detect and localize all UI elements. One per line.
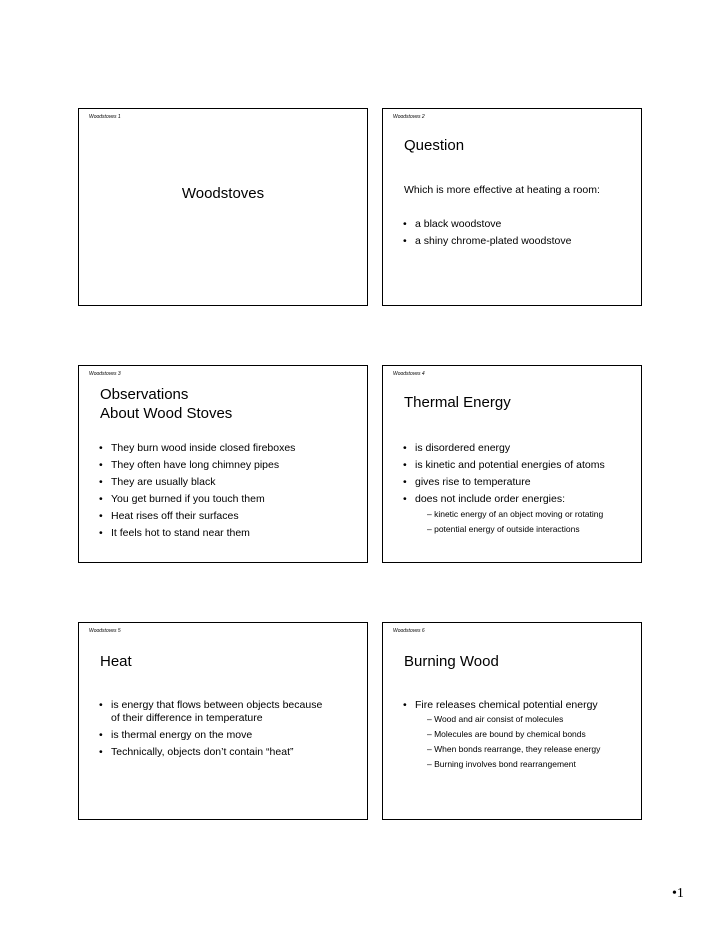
slide-title: Burning Wood xyxy=(404,653,499,670)
bullet-item xyxy=(403,699,600,770)
slide-title: Woodstoves xyxy=(181,185,265,202)
slide-6 xyxy=(382,622,642,820)
sub-bullet-list xyxy=(415,714,600,770)
sub-bullet-item: – potential energy of outside interactions xyxy=(427,524,580,534)
slide-4 xyxy=(382,365,642,563)
slide-title xyxy=(100,385,232,423)
bullet-list xyxy=(403,442,605,539)
bullet-item: • Heat rises off their surfaces xyxy=(99,510,295,523)
bullet-list xyxy=(99,442,295,544)
slide-label: Woodstoves 1 xyxy=(89,114,121,120)
bullet-item xyxy=(403,493,605,535)
bullet-text: does not include order energies: xyxy=(415,493,566,505)
bullet-item: • a black woodstove xyxy=(403,218,571,231)
bullet-item: • It feels hot to stand near them xyxy=(99,527,295,540)
slide-label: Woodstoves 2 xyxy=(393,114,425,120)
sub-bullet-item: – Molecules are bound by chemical bonds xyxy=(427,729,586,739)
question-text: Which is more effective at heating a room: xyxy=(404,184,600,196)
sub-bullet-item: – Wood and air consist of molecules xyxy=(427,714,564,724)
bullet-item: • You get burned if you touch them xyxy=(99,493,295,506)
sub-bullet-item: – Burning involves bond rearrangement xyxy=(427,759,576,769)
slide-5 xyxy=(78,622,368,820)
bullet-item: • is kinetic and potential energies of atoms xyxy=(403,459,605,472)
bullet-item: • is disordered energy xyxy=(403,442,605,455)
page-number: •1 xyxy=(672,886,684,901)
title-line: Observations xyxy=(100,386,189,403)
slide-label: Woodstoves 6 xyxy=(393,628,425,634)
sub-bullet-item: – When bonds rearrange, they release energy xyxy=(427,744,601,754)
slide-2 xyxy=(382,108,642,306)
bullet-item: • Technically, objects don’t contain “heat” xyxy=(99,746,329,759)
slide-1 xyxy=(78,108,368,306)
bullet-list xyxy=(403,699,600,774)
bullet-item: • is thermal energy on the move xyxy=(99,729,329,742)
bullet-text: Fire releases chemical potential energy xyxy=(415,699,598,711)
slide-title: Heat xyxy=(100,653,132,670)
slide-label: Woodstoves 3 xyxy=(89,371,121,377)
slide-3 xyxy=(78,365,368,563)
bullet-item: • gives rise to temperature xyxy=(403,476,605,489)
sub-bullet-item: – kinetic energy of an object moving or rotating xyxy=(427,509,604,519)
sub-bullet-list xyxy=(415,509,605,535)
slide-label: Woodstoves 5 xyxy=(89,628,121,634)
bullet-list xyxy=(403,218,571,252)
slide-title: Question xyxy=(404,137,465,154)
bullet-item: • They burn wood inside closed fireboxes xyxy=(99,442,295,455)
bullet-list xyxy=(99,699,329,763)
bullet-item: • They often have long chimney pipes xyxy=(99,459,295,472)
title-line: About Wood Stoves xyxy=(100,405,233,422)
bullet-item: • a shiny chrome-plated woodstove xyxy=(403,235,571,248)
bullet-item: • is energy that flows between objects because of their difference in temperature xyxy=(99,699,329,725)
slide-title: Thermal Energy xyxy=(404,394,511,411)
bullet-item: • They are usually black xyxy=(99,476,295,489)
slide-label: Woodstoves 4 xyxy=(393,371,425,377)
